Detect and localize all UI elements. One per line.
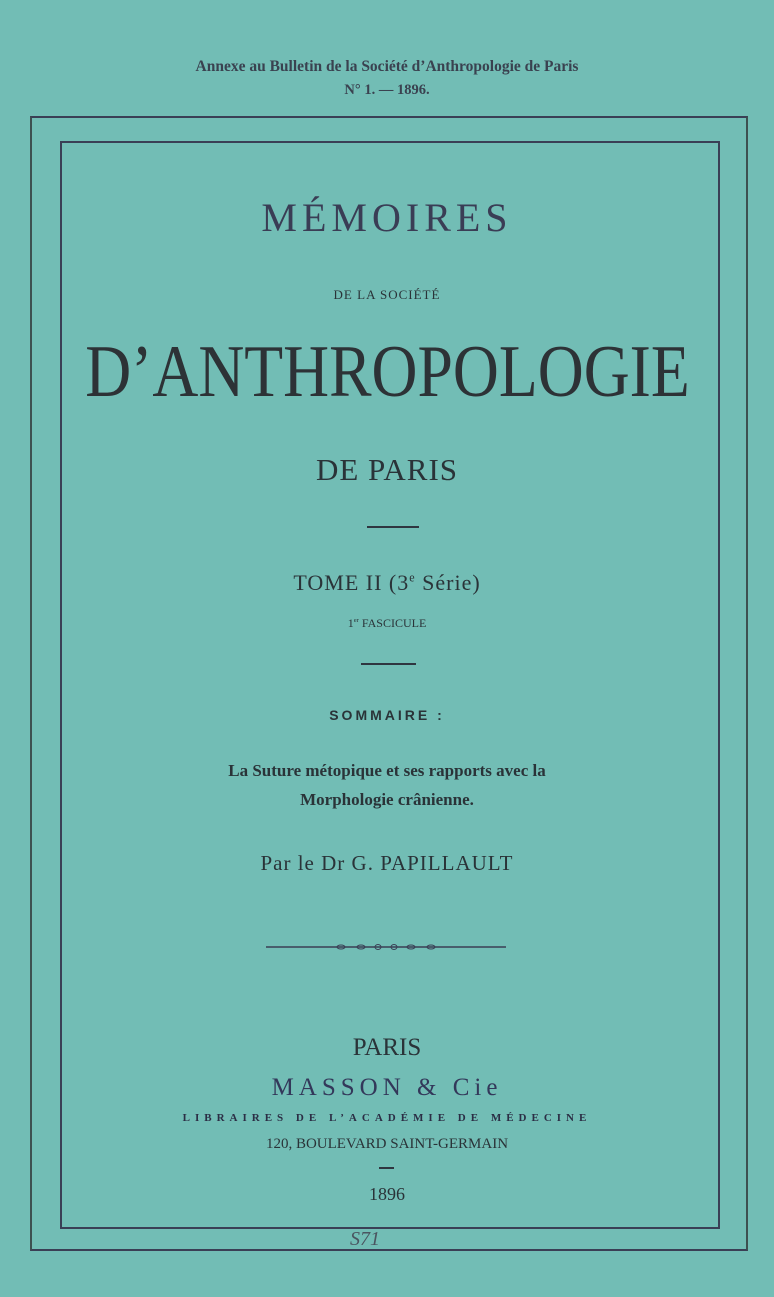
summary-line-2: Morphologie crânienne. [300,790,474,809]
volume-fascicule [0,616,774,631]
summary-line-1: La Suture métopique et ses rapports avec la [228,761,546,780]
publisher-name: MASSON & Cie [271,1074,503,1101]
header-annex-line: Annexe au Bulletin de la Société d’Anthropologie de Paris [195,58,579,75]
fasc-num: 1 [347,616,354,630]
title-de-la-societe: DE LA SOCIÉTÉ [333,287,441,302]
publisher-city: PARIS [352,1034,422,1061]
handwritten-mark: S71 [350,1228,380,1250]
inner-frame [60,141,720,1229]
divider-rule [361,663,416,665]
fasc-sup: er [353,617,359,624]
fasc-text: FASCICULE [358,616,427,630]
title-anthropologie: D’ANTHROPOLOGIE [84,331,690,413]
publisher-address: 120, BOULEVARD SAINT-GERMAIN [265,1136,509,1152]
title-memoires: MÉMOIRES [261,195,513,240]
ornament-divider [266,944,506,950]
publisher-year: 1896 [369,1184,405,1204]
serie-sup: e [409,570,416,585]
serie-text: Série) [415,570,481,595]
header-issue-line: N° 1. — 1896. [344,82,430,98]
volume-tome [0,570,774,596]
tome-text: TOME II (3 [293,570,410,595]
title-anthropologie-wrap [0,330,774,415]
summary-heading: SOMMAIRE : [329,707,445,723]
summary-author: Par le Dr G. PAPILLAULT [260,851,514,875]
title-de-paris: DE PARIS [315,452,459,487]
divider-rule [367,526,419,528]
publisher-description: LIBRAIRES DE L’ACADÉMIE DE MÉDECINE [182,1112,592,1124]
divider-rule [379,1167,394,1169]
